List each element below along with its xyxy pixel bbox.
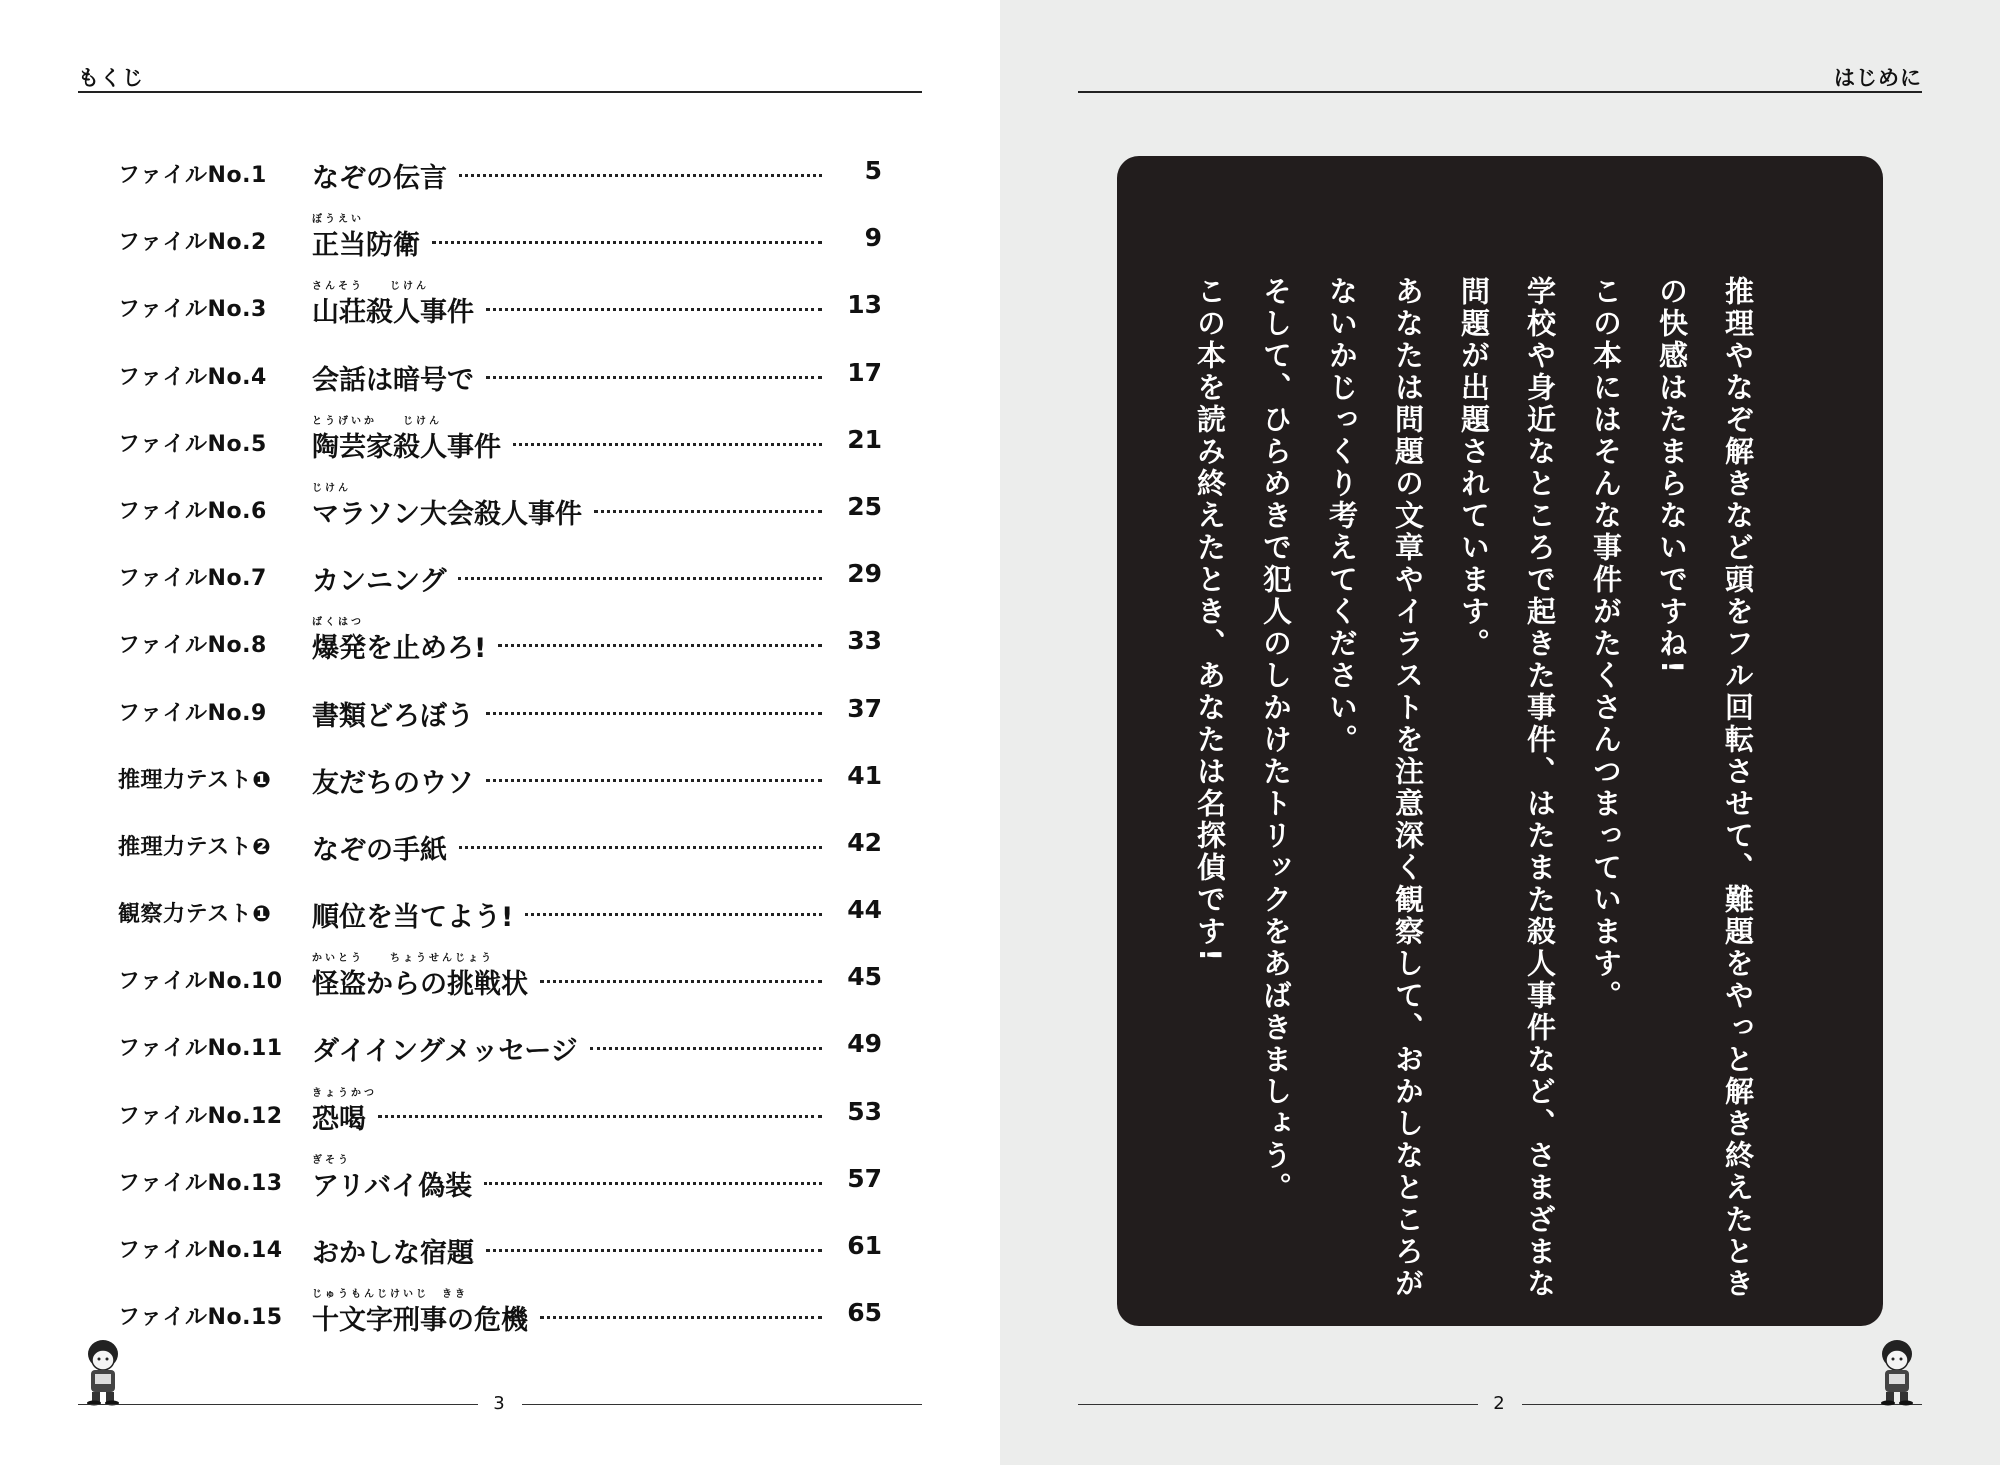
table-of-contents [118,140,882,1349]
toc-ruby: とうげいか じけん [312,415,442,427]
toc-title-wrap [312,950,528,1001]
toc-title-wrap [312,413,501,463]
page-number: 3 [493,1393,505,1414]
toc-file-label: ファイルNo.12 [118,1103,283,1129]
header-rule [78,91,922,93]
toc-ruby: じゅうもんじけいじ きき [312,1289,468,1301]
toc-row [118,140,882,207]
toc-title [312,617,487,665]
toc-page-number: 61 [847,1231,882,1260]
toc-title-text: 爆発を止めろ! [312,633,487,665]
toc-title-text: マラソン大会殺人事件 [312,498,582,530]
toc-row [118,543,882,610]
toc-leader-dots [432,241,822,244]
toc-ruby: さんそう じけん [312,281,429,293]
page-header: もくじ [78,66,144,90]
toc-page-number: 57 [847,1163,882,1193]
toc-title [312,156,447,195]
toc-file-label: ファイルNo.4 [118,364,267,390]
toc-row [118,879,882,946]
toc-file-label: ファイルNo.6 [118,498,267,524]
toc-row [118,1282,882,1349]
toc-title [312,1029,578,1068]
toc-file-label: ファイルNo.15 [118,1305,283,1331]
toc-leader-dots [513,443,822,446]
toc-leader-dots [486,376,822,379]
toc-title-text: 山荘殺人事件 [312,297,474,329]
toc-file-label: 推理力テスト❶ [118,767,272,793]
toc-title [312,828,447,867]
toc-title-wrap [312,614,487,665]
toc-page-number: 41 [847,760,882,790]
toc-page-number: 44 [847,895,882,925]
toc-title [312,895,513,934]
toc-title-wrap [312,211,420,262]
toc-title [312,1087,377,1136]
toc-row [118,476,882,543]
toc-title-text: 怪盗からの挑戦状 [312,969,528,1001]
footer-rule [78,1404,478,1405]
toc-title [312,358,474,397]
page-number: 2 [1493,1393,1505,1414]
toc-leader-dots [378,1115,822,1118]
intro-line: の快感はたまらないですね! [1655,276,1689,677]
toc-title-wrap [312,346,474,396]
toc-leader-dots [590,1047,822,1050]
toc-file-label: ファイルNo.13 [118,1170,283,1196]
toc-title-text: おかしな宿題 [312,1238,474,1269]
toc-title [312,694,474,733]
toc-title [312,415,501,464]
detective-mascot-icon [1872,1336,1922,1406]
toc-file-label: ファイルNo.14 [118,1238,283,1263]
toc-row [118,274,882,341]
toc-page-number: 33 [847,626,882,656]
toc-page-number: 9 [864,223,882,253]
toc-file-label: ファイルNo.5 [118,431,267,457]
toc-row [118,946,882,1013]
toc-title-wrap [312,816,447,866]
toc-title-wrap [312,682,474,732]
toc-title-wrap [312,144,447,194]
toc-title-wrap [312,883,514,934]
toc-row [118,1013,882,1080]
intro-box [1117,156,1883,1326]
toc-file-label: ファイルNo.9 [118,700,267,726]
toc-page-number: 37 [847,693,882,723]
toc-title [312,761,474,800]
toc-title [312,1289,528,1337]
toc-title-text: なぞの伝言 [312,163,447,194]
toc-leader-dots [498,644,822,647]
toc-title-wrap [312,749,474,799]
toc-leader-dots [540,980,822,983]
toc-page-number: 25 [847,491,882,521]
page-header: はじめに [1834,66,1922,90]
toc-title [312,214,420,262]
toc-row [118,1215,882,1282]
toc-row [118,342,882,409]
toc-row [118,409,882,476]
toc-leader-dots [484,1182,822,1185]
toc-file-label: 観察力テスト❶ [118,902,272,928]
toc-page-number: 45 [847,962,882,992]
toc-page-number: 29 [847,559,882,589]
toc-file-label: ファイルNo.3 [118,297,267,323]
toc-file-label: ファイルNo.1 [118,163,267,188]
toc-leader-dots [459,174,822,177]
toc-file-label: ファイルNo.8 [118,633,267,659]
toc-title-wrap [312,1152,473,1202]
intro-line: ないかじっくり考えてください。 [1325,276,1359,756]
toc-title-text: なぞの手紙 [312,834,447,866]
toc-row [118,610,882,677]
toc-title-text: アリバイ偽装 [312,1170,473,1202]
toc-page-number: 49 [847,1029,882,1059]
toc-page-number: 17 [847,357,882,387]
toc-title-text: 十文字刑事の危機 [312,1305,528,1337]
toc-page-number: 13 [847,290,882,320]
toc-ruby: きょうかつ [312,1087,377,1099]
toc-leader-dots [458,577,822,580]
toc-page-number: 65 [847,1298,882,1328]
toc-file-label: 推理力テスト❷ [118,834,272,860]
footer-rule [522,1404,922,1405]
toc-title-text: カンニング [312,566,447,598]
toc-row [118,1081,882,1148]
toc-title-text: 友だちのウソ [312,767,474,799]
toc-title-wrap [312,1219,474,1269]
toc-title-text: 会話は暗号で [312,364,474,396]
toc-title-wrap [312,278,474,329]
toc-title [312,1154,473,1203]
toc-title-text: 書類どろぼう [312,700,474,732]
toc-title-wrap [312,480,582,530]
footer-rule [1522,1404,1922,1405]
toc-title-wrap [312,547,447,598]
toc-leader-dots [540,1316,822,1319]
toc-title-wrap [312,1085,377,1135]
toc-title-text: 正当防衛 [312,230,420,262]
toc-title [312,953,528,1001]
intro-line: この本にはそんな事件がたくさんつまっています。 [1589,276,1623,1012]
toc-title-text: 恐喝 [312,1103,366,1135]
toc-leader-dots [486,308,822,311]
toc-title-text: ダイイングメッセージ [312,1036,578,1068]
toc-leader-dots [525,913,822,916]
toc-ruby: ばくはつ [312,617,364,629]
toc-title [312,1231,474,1270]
toc-ruby: ぎそう [312,1154,351,1166]
footer-rule [1078,1404,1478,1405]
toc-leader-dots [486,779,822,782]
toc-leader-dots [459,846,822,849]
toc-page-number: 5 [864,156,882,185]
toc-file-label: ファイルNo.7 [118,566,267,592]
toc-file-label: ファイルNo.2 [118,230,267,256]
intro-line: そして、ひらめきで犯人のしかけたトリックをあばきましょう。 [1259,276,1293,1204]
toc-row [118,745,882,812]
right-page [1000,0,2000,1465]
detective-mascot-icon [78,1336,128,1406]
toc-leader-dots [486,1249,822,1252]
toc-title [312,559,446,598]
toc-ruby: ぼうえい [312,214,364,226]
toc-leader-dots [486,712,822,715]
intro-line: 問題が出題されています。 [1457,276,1491,660]
toc-row [118,207,882,274]
toc-row [118,678,882,745]
toc-ruby: じけん [312,482,351,494]
toc-page-number: 21 [847,424,882,454]
toc-title-wrap [312,1286,528,1337]
toc-leader-dots [594,510,822,513]
intro-line: 推理やなぞ解きなど頭をフル回転させて、難題をやっと解き終えたとき [1721,276,1755,1300]
toc-file-label: ファイルNo.10 [118,969,283,995]
toc-row [118,812,882,879]
toc-ruby: かいとう ちょうせんじょう [312,953,494,965]
toc-page-number: 42 [847,827,882,857]
toc-title-text: 順位を当てよう! [312,902,514,934]
intro-line: あなたは問題の文章やイラストを注意深く観察して、おかしなところが [1391,276,1425,1300]
intro-line: 学校や身近なところで起きた事件、はたまた殺人事件など、さまざまな [1523,276,1557,1300]
toc-title [312,281,474,329]
intro-text [1177,276,1771,1356]
toc-row [118,1148,882,1215]
toc-page-number: 53 [847,1096,882,1126]
header-rule [1078,91,1922,93]
intro-line: この本を読み終えたとき、あなたは名探偵です! [1193,276,1227,965]
toc-title-wrap [312,1017,578,1068]
toc-title [312,482,582,531]
toc-title-text: 陶芸家殺人事件 [312,431,501,463]
toc-file-label: ファイルNo.11 [118,1036,283,1062]
